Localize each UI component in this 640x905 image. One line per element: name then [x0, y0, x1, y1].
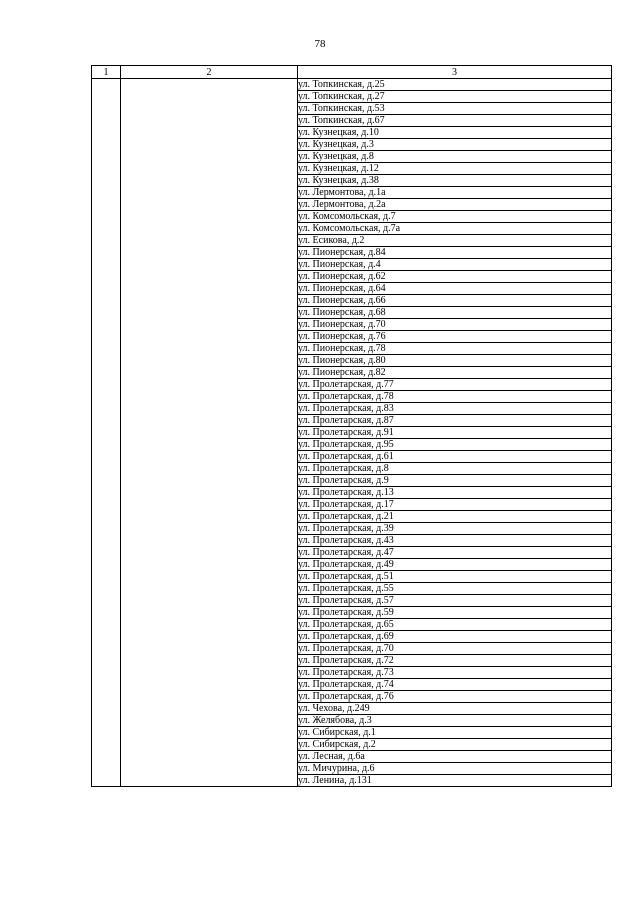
address-cell: ул. Пролетарская, д.51: [298, 571, 612, 583]
address-cell: ул. Пионерская, д.4: [298, 259, 612, 271]
address-cell: ул. Комсомольская, д.7а: [298, 223, 612, 235]
address-cell: ул. Топкинская, д.25: [298, 79, 612, 91]
address-cell: ул. Пролетарская, д.83: [298, 403, 612, 415]
address-cell: ул. Пролетарская, д.8: [298, 463, 612, 475]
address-cell: ул. Пролетарская, д.78: [298, 391, 612, 403]
address-cell: ул. Ленина, д.131: [298, 775, 612, 787]
address-cell: ул. Пролетарская, д.73: [298, 667, 612, 679]
address-cell: ул. Пролетарская, д.57: [298, 595, 612, 607]
address-cell: ул. Лермонтова, д.2а: [298, 199, 612, 211]
address-cell: ул. Пролетарская, д.47: [298, 547, 612, 559]
address-cell: ул. Мичурина, д.6: [298, 763, 612, 775]
address-cell: ул. Пролетарская, д.43: [298, 535, 612, 547]
address-cell: ул. Пролетарская, д.70: [298, 643, 612, 655]
address-cell: ул. Пролетарская, д.77: [298, 379, 612, 391]
table-body: [92, 79, 612, 787]
address-cell: ул. Пролетарская, д.65: [298, 619, 612, 631]
column-1-cell: [92, 79, 121, 787]
address-cell: ул. Топкинская, д.67: [298, 115, 612, 127]
address-cell: ул. Желябова, д.3: [298, 715, 612, 727]
address-cell: ул. Пионерская, д.78: [298, 343, 612, 355]
address-cell: ул. Лесная, д.6а: [298, 751, 612, 763]
address-cell: ул. Кузнецкая, д.3: [298, 139, 612, 151]
address-cell: ул. Пролетарская, д.55: [298, 583, 612, 595]
address-cell: ул. Комсомольская, д.7: [298, 211, 612, 223]
address-cell: ул. Кузнецкая, д.38: [298, 175, 612, 187]
address-cell: ул. Пионерская, д.82: [298, 367, 612, 379]
address-cell: ул. Пионерская, д.62: [298, 271, 612, 283]
address-cell: ул. Пионерская, д.80: [298, 355, 612, 367]
address-cell: ул. Пионерская, д.64: [298, 283, 612, 295]
address-cell: ул. Кузнецкая, д.10: [298, 127, 612, 139]
address-cell: ул. Пионерская, д.66: [298, 295, 612, 307]
address-cell: ул. Пролетарская, д.61: [298, 451, 612, 463]
address-cell: ул. Пролетарская, д.39: [298, 523, 612, 535]
address-cell: ул. Сибирская, д.1: [298, 727, 612, 739]
address-cell: ул. Пионерская, д.76: [298, 331, 612, 343]
page-number: 78: [314, 38, 326, 50]
column-header-3: 3: [298, 66, 612, 79]
address-cell: ул. Кузнецкая, д.8: [298, 151, 612, 163]
address-cell: ул. Пролетарская, д.59: [298, 607, 612, 619]
address-cell: ул. Лермонтова, д.1а: [298, 187, 612, 199]
table-row: [92, 79, 612, 91]
address-cell: ул. Пролетарская, д.17: [298, 499, 612, 511]
column-2-cell: [121, 79, 298, 787]
address-cell: ул. Пролетарская, д.74: [298, 679, 612, 691]
address-table: [91, 65, 612, 787]
address-cell: ул. Пионерская, д.84: [298, 247, 612, 259]
column-header-2: 2: [121, 66, 298, 79]
column-header-1: 1: [92, 66, 121, 79]
table-header-row: [92, 66, 612, 79]
address-cell: ул. Пролетарская, д.69: [298, 631, 612, 643]
address-cell: ул. Пионерская, д.68: [298, 307, 612, 319]
address-cell: ул. Пролетарская, д.76: [298, 691, 612, 703]
address-cell: ул. Кузнецкая, д.12: [298, 163, 612, 175]
address-cell: ул. Сибирская, д.2: [298, 739, 612, 751]
address-cell: ул. Пролетарская, д.91: [298, 427, 612, 439]
address-cell: ул. Пролетарская, д.13: [298, 487, 612, 499]
address-cell: ул. Есикова, д.2: [298, 235, 612, 247]
address-cell: ул. Пролетарская, д.21: [298, 511, 612, 523]
address-cell: ул. Топкинская, д.27: [298, 91, 612, 103]
address-cell: ул. Пролетарская, д.49: [298, 559, 612, 571]
address-cell: ул. Пролетарская, д.87: [298, 415, 612, 427]
address-cell: ул. Чехова, д.249: [298, 703, 612, 715]
address-cell: ул. Пролетарская, д.95: [298, 439, 612, 451]
address-cell: ул. Топкинская, д.53: [298, 103, 612, 115]
address-cell: ул. Пионерская, д.70: [298, 319, 612, 331]
address-cell: ул. Пролетарская, д.72: [298, 655, 612, 667]
address-cell: ул. Пролетарская, д.9: [298, 475, 612, 487]
